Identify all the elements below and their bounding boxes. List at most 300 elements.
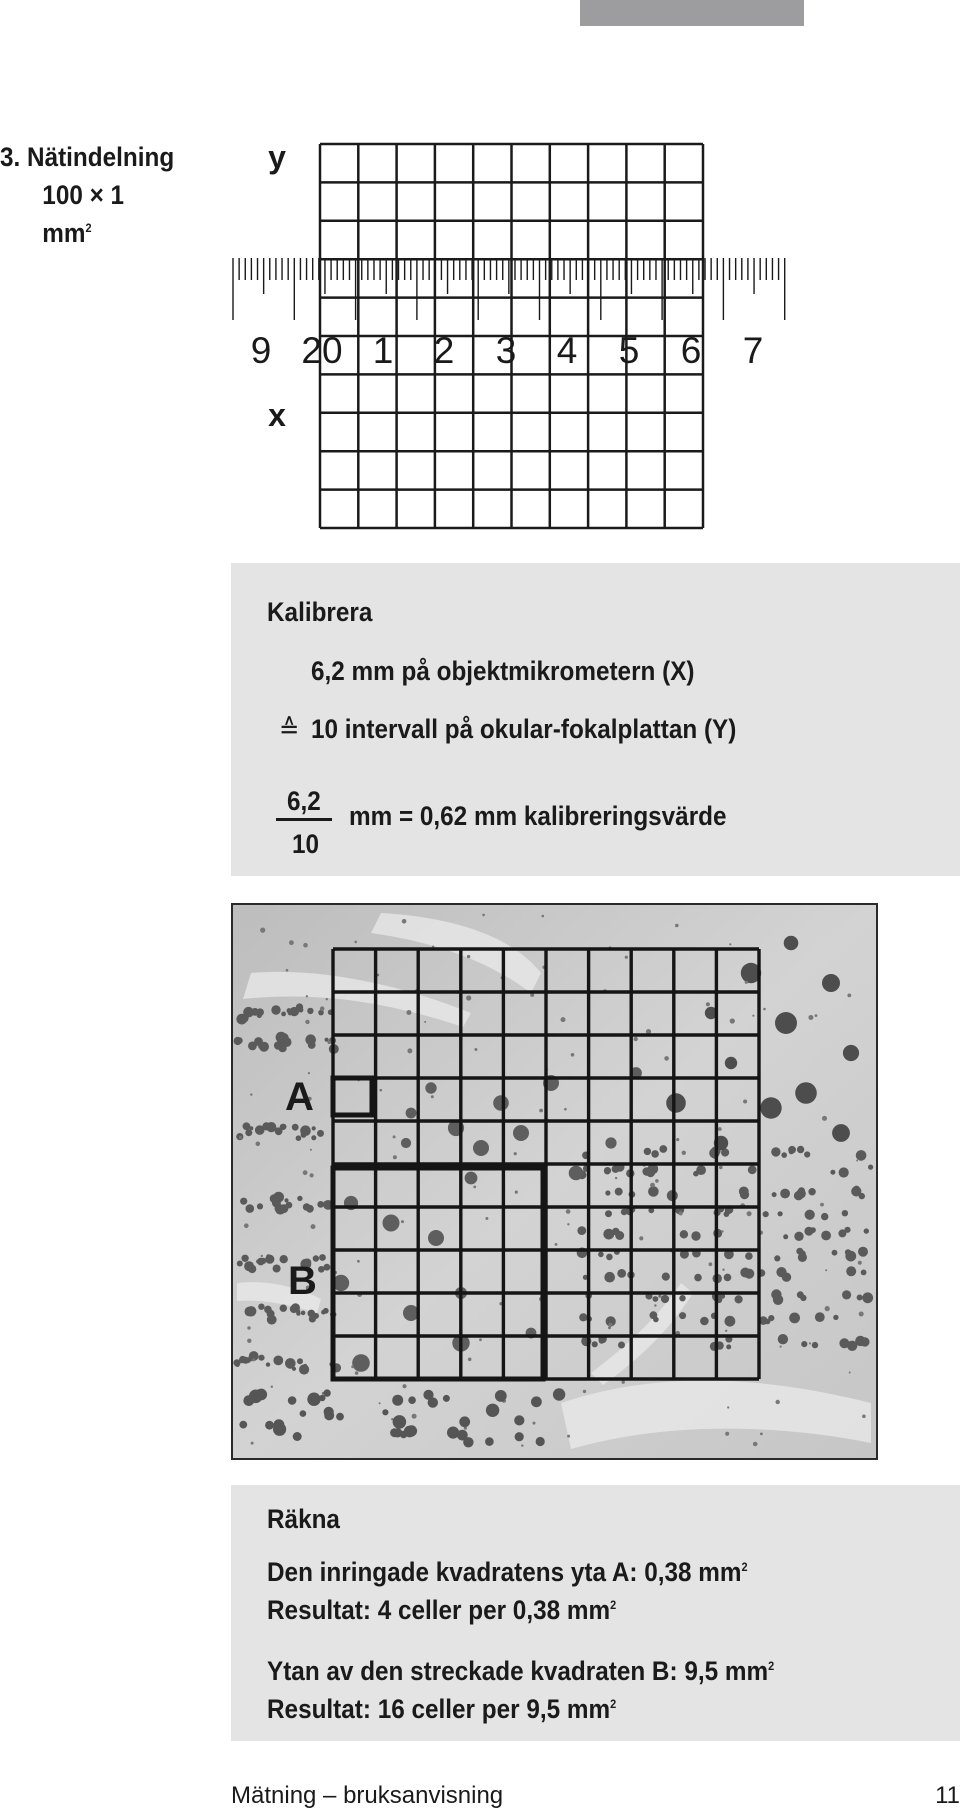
cell-colony xyxy=(679,1295,685,1301)
cell-colony xyxy=(722,1269,724,1271)
cell-colony xyxy=(773,1295,783,1305)
cell-colony xyxy=(513,1125,529,1141)
cell-colony xyxy=(618,1342,625,1349)
cell-colony xyxy=(279,1033,289,1043)
cell-colony xyxy=(639,1236,643,1240)
cell-colony xyxy=(311,1224,316,1229)
cell-colony xyxy=(847,994,851,998)
cell-colony xyxy=(404,1426,416,1438)
cell-colony xyxy=(311,1135,316,1140)
cell-colony xyxy=(612,1228,620,1236)
calibration-line-y: 10 intervall på okular-fokalplattan (Y) xyxy=(311,714,737,744)
cell-colony xyxy=(659,1145,667,1153)
cell-colony xyxy=(666,1093,686,1113)
cell-colony xyxy=(300,1410,307,1417)
cell-colony xyxy=(390,1428,399,1437)
cell-colony xyxy=(605,1137,616,1148)
section-subtitle: 100 × 1 $mm^2$ xyxy=(42,180,125,248)
scale-label: 4 xyxy=(556,330,578,371)
cell-colony xyxy=(266,1362,270,1366)
cell-colony xyxy=(612,1165,620,1173)
cell-colony xyxy=(401,1138,411,1148)
cell-colony xyxy=(822,974,840,992)
cell-colony xyxy=(406,1108,417,1119)
cell-colony xyxy=(617,1269,626,1278)
cell-colony xyxy=(805,1210,815,1220)
cell-colony xyxy=(406,1010,411,1015)
cell-colony xyxy=(658,1294,661,1297)
cell-colony xyxy=(839,1338,849,1348)
footer-title: Mätning – bruksanvisning xyxy=(231,1782,504,1809)
cell-colony xyxy=(280,1305,287,1312)
cell-colony xyxy=(781,1152,787,1158)
cell-colony xyxy=(794,1191,803,1200)
cell-colony xyxy=(795,1082,817,1104)
cell-colony xyxy=(648,1186,659,1197)
cell-colony xyxy=(407,1048,412,1053)
cell-colony xyxy=(842,1290,851,1299)
cell-colony xyxy=(571,1053,575,1057)
fraction-numerator: 6,2 xyxy=(287,786,321,816)
cell-colony xyxy=(763,1211,769,1217)
counting-line-2: Resultat: 4 celler per 0,38 $mm^2$ xyxy=(267,1595,617,1625)
cell-colony xyxy=(265,1255,274,1264)
cell-colony xyxy=(425,1082,436,1093)
counting-heading: Räkna xyxy=(267,1504,340,1534)
cell-colony xyxy=(244,1223,249,1228)
cell-colony xyxy=(752,1015,754,1017)
cell-colony xyxy=(725,1432,729,1436)
cell-colony xyxy=(459,1416,470,1427)
cell-colony xyxy=(839,1167,849,1177)
cell-colony xyxy=(735,1295,743,1303)
scale-labels xyxy=(251,330,764,371)
cell-colony xyxy=(412,1414,417,1419)
cell-colony xyxy=(285,1358,296,1369)
cell-colony xyxy=(256,1142,261,1147)
cell-colony xyxy=(252,1358,255,1361)
cell-colony xyxy=(606,1254,613,1261)
cell-colony xyxy=(290,1305,298,1313)
cell-colony xyxy=(654,1304,656,1306)
cell-colony xyxy=(853,1186,860,1193)
cell-colony xyxy=(393,1415,407,1429)
cell-colony xyxy=(248,1042,257,1051)
cell-colony xyxy=(774,1255,780,1261)
cell-colony xyxy=(317,1130,324,1137)
cell-colony xyxy=(324,1410,334,1420)
cell-colony xyxy=(780,1346,782,1348)
cell-colony xyxy=(801,1341,807,1347)
cell-colony xyxy=(569,1166,584,1181)
cell-colony xyxy=(810,1227,816,1233)
counting-line-1: Den inringade kvadratens yta A: 0,38 $mm^2$ xyxy=(267,1557,748,1587)
cell-colony xyxy=(402,1384,406,1388)
cell-colony xyxy=(634,1037,638,1041)
cell-colony xyxy=(270,1194,279,1203)
cell-colony xyxy=(680,1230,688,1238)
cell-colony xyxy=(301,1311,306,1316)
cell-colony xyxy=(622,1380,625,1383)
cell-colony xyxy=(280,1255,288,1263)
cell-colony xyxy=(486,1404,499,1417)
cell-colony xyxy=(642,1167,651,1176)
x-axis-label: x xyxy=(268,397,286,433)
cell-colony xyxy=(357,1260,360,1263)
cell-colony xyxy=(857,1295,863,1301)
cell-colony xyxy=(605,1210,612,1217)
cell-colony xyxy=(297,1196,302,1201)
cell-colony xyxy=(428,1230,444,1246)
cell-colony xyxy=(743,1100,747,1104)
cell-colony xyxy=(820,1203,824,1207)
cell-colony xyxy=(725,1316,736,1327)
cell-colony xyxy=(310,1173,314,1177)
cell-colony xyxy=(577,1226,586,1235)
cell-colony xyxy=(297,1358,303,1364)
cell-colony xyxy=(745,1252,753,1260)
scale-label: 3 xyxy=(495,330,517,371)
cell-colony xyxy=(775,1012,797,1034)
scale-label: 6 xyxy=(680,330,702,371)
counting-line-4: Resultat: 16 celler per 9,5 $mm^2$ xyxy=(267,1694,617,1724)
cell-colony xyxy=(256,1259,260,1263)
cell-count-photo xyxy=(231,903,878,1460)
cell-colony xyxy=(682,1151,686,1155)
cell-colony xyxy=(380,1089,383,1092)
cell-colony xyxy=(248,1265,256,1273)
cell-colony xyxy=(564,1108,567,1111)
calibration-result: mm = 0,62 mm kalibreringsvärde xyxy=(349,801,727,831)
cell-colony xyxy=(842,1210,848,1216)
cell-colony xyxy=(401,1220,404,1223)
cell-colony xyxy=(309,1315,316,1322)
cell-colony xyxy=(288,1396,297,1405)
cell-colony xyxy=(485,1217,488,1220)
cell-colony xyxy=(246,1306,256,1316)
cell-colony xyxy=(691,1231,700,1240)
cell-colony xyxy=(778,1211,783,1216)
cell-colony xyxy=(393,1135,396,1138)
cell-colony xyxy=(303,1170,308,1175)
cell-colony xyxy=(858,1247,868,1257)
scale-label: 9 xyxy=(250,330,272,371)
cell-colony xyxy=(861,1270,867,1276)
cell-colony xyxy=(739,1187,749,1197)
cell-colony xyxy=(553,1388,565,1400)
cell-colony xyxy=(812,1342,818,1348)
cell-colony xyxy=(267,1315,277,1325)
cell-colony xyxy=(833,1315,838,1320)
cell-colony xyxy=(583,1390,586,1393)
cell-colony xyxy=(662,1273,670,1281)
cell-colony xyxy=(265,1421,274,1430)
cell-colony xyxy=(561,1017,566,1022)
cell-colony xyxy=(258,1355,264,1361)
cell-colony xyxy=(286,1202,293,1209)
cell-colony xyxy=(319,1254,326,1261)
cell-colony xyxy=(745,981,748,984)
cell-colony xyxy=(608,1323,612,1327)
cell-colony xyxy=(625,956,628,959)
cell-colony xyxy=(859,1312,864,1317)
cell-colony xyxy=(760,1097,781,1118)
cell-colony xyxy=(467,955,470,958)
cell-colony xyxy=(539,1109,543,1113)
cell-colony xyxy=(644,1148,651,1155)
scale-label: 1 xyxy=(372,330,394,371)
cell-colony xyxy=(605,1190,610,1195)
cell-colony xyxy=(301,1132,307,1138)
cell-colony xyxy=(431,1095,434,1098)
cell-colony xyxy=(809,1342,811,1344)
cell-colony xyxy=(514,1152,517,1155)
cell-colony xyxy=(566,1209,571,1214)
cell-colony xyxy=(383,1215,400,1232)
cell-colony xyxy=(247,1326,250,1329)
cell-colony xyxy=(822,1116,827,1121)
cell-colony xyxy=(655,1179,659,1183)
cell-colony xyxy=(323,1389,330,1396)
cell-colony xyxy=(307,1008,313,1014)
cell-colony xyxy=(473,1186,476,1189)
cell-colony xyxy=(747,1211,752,1216)
cell-colony xyxy=(326,998,328,1000)
cell-colony xyxy=(676,1138,679,1141)
cell-colony xyxy=(615,1188,623,1196)
cell-colony xyxy=(784,936,799,951)
cell-colony xyxy=(468,1358,472,1362)
cell-colony xyxy=(815,1312,825,1322)
cell-colony xyxy=(379,1402,381,1404)
cell-colony xyxy=(694,1274,702,1282)
cell-colony xyxy=(789,1313,800,1324)
region-a-label: A xyxy=(285,1075,314,1119)
cell-colony xyxy=(675,924,679,928)
cell-colony xyxy=(608,1326,611,1329)
cell-colony xyxy=(466,995,471,1000)
cell-colony xyxy=(679,1312,686,1319)
cell-colony xyxy=(862,1415,866,1419)
cell-colony xyxy=(355,1371,359,1375)
scale-label: 20 xyxy=(301,330,343,371)
cell-colony xyxy=(650,1183,655,1188)
cell-colony xyxy=(493,1095,509,1111)
cell-colony xyxy=(328,1040,332,1044)
calibration-heading: Kalibrera xyxy=(267,597,373,627)
cell-colony xyxy=(249,1390,263,1404)
cell-colony xyxy=(808,1015,813,1020)
cell-colony xyxy=(479,1338,482,1341)
cell-colony xyxy=(312,1126,316,1130)
cell-colony xyxy=(845,1251,856,1262)
cell-colony xyxy=(402,919,407,924)
cell-colony xyxy=(653,1317,659,1323)
cell-colony xyxy=(856,1160,858,1162)
cell-colony xyxy=(825,1269,827,1271)
cell-colony xyxy=(860,1337,869,1346)
cell-colony xyxy=(303,943,308,948)
scale-label: 7 xyxy=(742,330,764,371)
cell-colony xyxy=(246,1358,251,1363)
cell-colony xyxy=(862,1292,873,1303)
cell-colony xyxy=(408,1396,416,1404)
calibration-line-x: 6,2 mm på objektmikrometern (X) xyxy=(311,656,695,686)
cell-colony xyxy=(237,1261,243,1267)
cell-colony xyxy=(242,1016,248,1022)
fraction-bar xyxy=(276,818,332,821)
cell-colony xyxy=(246,1204,255,1213)
cell-colony xyxy=(423,1390,433,1400)
cell-colony xyxy=(273,1265,281,1273)
cell-colony xyxy=(748,1165,757,1174)
cell-colony xyxy=(800,1295,806,1301)
cell-colony xyxy=(533,1422,536,1425)
cell-colony xyxy=(661,1295,669,1303)
cell-colony xyxy=(804,1151,810,1157)
cell-colony xyxy=(260,928,265,933)
cell-colony xyxy=(257,1203,263,1209)
cell-colony xyxy=(740,1268,750,1278)
cell-colony xyxy=(393,1155,397,1159)
cell-colony xyxy=(864,1228,869,1233)
cell-colony xyxy=(843,1045,859,1061)
cell-colony xyxy=(808,1188,815,1195)
cell-colony xyxy=(615,1177,617,1179)
cell-colony xyxy=(693,1171,699,1177)
cell-colony xyxy=(531,1396,542,1407)
header-bar xyxy=(580,0,804,26)
cell-colony xyxy=(260,1258,266,1264)
cell-colony xyxy=(324,1264,331,1271)
cell-colony xyxy=(336,1413,344,1421)
cell-colony xyxy=(514,1415,524,1425)
cell-colony xyxy=(653,1296,659,1302)
cell-colony xyxy=(296,1311,300,1315)
cell-colony xyxy=(289,940,294,945)
cell-colony xyxy=(275,1204,284,1213)
cell-colony xyxy=(515,1191,518,1194)
cell-colony xyxy=(821,1231,831,1241)
cell-colony xyxy=(382,1409,388,1415)
cell-colony xyxy=(567,1223,569,1225)
cell-colony xyxy=(789,1149,794,1154)
equivalence-symbol: ≙ xyxy=(279,714,300,744)
cell-colony xyxy=(830,1170,835,1175)
cell-colony xyxy=(465,1172,478,1185)
cell-colony xyxy=(726,1344,731,1349)
cell-colony xyxy=(796,1248,803,1255)
cell-colony xyxy=(258,1304,264,1310)
cell-colony xyxy=(284,1198,288,1202)
cell-colony xyxy=(832,1250,838,1256)
cell-colony xyxy=(729,943,731,945)
cell-colony xyxy=(234,1037,242,1045)
cell-colony xyxy=(474,1048,477,1051)
cell-colony xyxy=(303,1203,311,1211)
cell-colony xyxy=(783,1234,788,1239)
cell-colony xyxy=(424,1021,426,1023)
cell-colony xyxy=(296,1135,302,1141)
cell-colony xyxy=(838,1229,846,1237)
cell-colony xyxy=(323,1308,329,1314)
cell-colony xyxy=(521,1444,523,1446)
cell-colony xyxy=(264,1306,272,1314)
cell-colony xyxy=(306,995,308,997)
cell-colony xyxy=(261,1255,263,1257)
cell-colony xyxy=(279,1044,287,1052)
cell-colony xyxy=(239,1421,247,1429)
cell-colony xyxy=(664,1056,669,1061)
cell-colony xyxy=(240,1198,247,1205)
cell-colony xyxy=(244,1124,249,1129)
cell-colony xyxy=(281,1012,286,1017)
cell-colony xyxy=(247,1339,251,1343)
cell-colony xyxy=(555,1243,558,1246)
cell-colony xyxy=(868,1165,873,1170)
cell-colony xyxy=(815,1014,818,1017)
cell-colony xyxy=(592,1341,598,1347)
cell-colony xyxy=(794,1232,803,1241)
cell-colony xyxy=(778,1334,788,1344)
cell-colony xyxy=(243,1256,248,1261)
cell-colony xyxy=(606,1232,612,1238)
cell-colony xyxy=(307,1393,320,1406)
cell-colony xyxy=(725,1057,737,1069)
cell-colony xyxy=(706,1002,710,1006)
cell-colony xyxy=(567,1435,570,1438)
reticle-grid-figure xyxy=(0,120,820,540)
cell-colony xyxy=(797,1146,804,1153)
scale-label: 5 xyxy=(618,330,640,371)
cell-colony xyxy=(485,1437,494,1446)
cell-colony xyxy=(515,1432,524,1441)
cell-colony xyxy=(275,1127,283,1135)
cell-colony xyxy=(245,1129,252,1136)
cell-colony xyxy=(730,1018,735,1023)
cell-colony xyxy=(825,1306,830,1311)
cell-colony xyxy=(271,1386,273,1388)
cell-colony xyxy=(760,1433,763,1436)
cell-colony xyxy=(317,1201,324,1208)
cell-colony xyxy=(305,1020,309,1024)
cell-colony xyxy=(293,1432,302,1441)
cell-colony xyxy=(354,941,357,944)
cell-colony xyxy=(351,1365,354,1368)
cell-colony xyxy=(536,1437,545,1446)
counting-line-3: Ytan av den streckade kvadraten B: 9,5 $mm^2$ xyxy=(267,1656,775,1686)
cell-colony xyxy=(709,1262,713,1266)
cell-colony xyxy=(727,1406,729,1408)
cell-colony xyxy=(482,914,485,917)
cell-colony xyxy=(721,1230,723,1232)
cell-colony xyxy=(286,969,289,972)
fraction-denominator: 10 xyxy=(292,829,320,859)
cell-colony xyxy=(239,1136,242,1139)
cell-colony xyxy=(473,1140,489,1156)
cell-colony xyxy=(599,1338,605,1344)
cell-colony xyxy=(776,1400,780,1404)
cell-colony xyxy=(846,1266,856,1276)
cell-colony xyxy=(308,1072,310,1074)
cell-colony xyxy=(821,1213,828,1220)
cell-colony xyxy=(305,1034,316,1045)
cell-colony xyxy=(271,1005,280,1014)
cell-colony xyxy=(772,1192,777,1197)
cell-colony xyxy=(856,1150,867,1161)
cell-colony xyxy=(310,1149,312,1151)
cell-colony xyxy=(296,1005,302,1011)
